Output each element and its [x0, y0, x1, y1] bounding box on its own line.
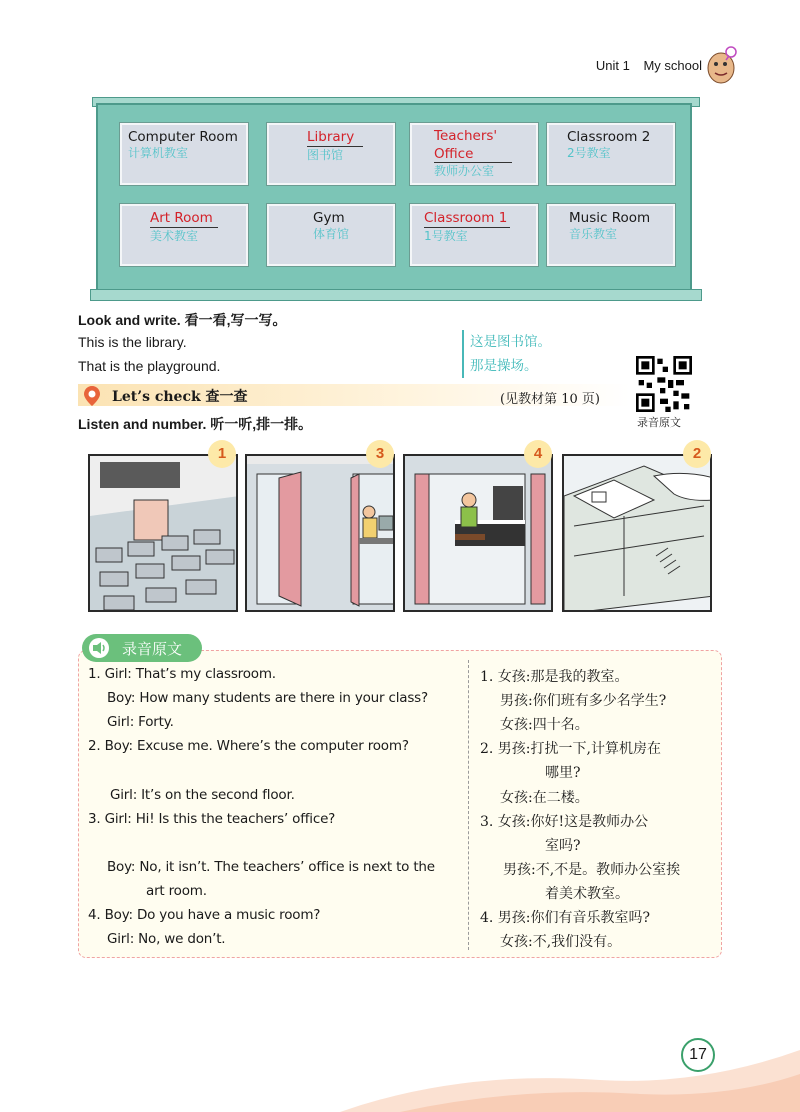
textbook-reference: (见教材第 10 页) — [500, 392, 600, 407]
qr-code-icon[interactable] — [636, 356, 692, 412]
room-card: Computer Room 计算机教室 — [120, 123, 248, 185]
transcript-zh-line: 男孩:你们班有多少名学生? — [500, 693, 667, 709]
column-divider — [468, 660, 469, 950]
transcript-zh-line: 3. 女孩:你好!这是教师办公 — [480, 814, 649, 830]
picture-music-room — [403, 454, 553, 612]
answer-line-1: This is the library. — [78, 334, 187, 350]
transcript-en-line: Boy: How many students are there in your class? — [107, 690, 428, 706]
picture-number: 3 — [366, 440, 394, 468]
location-pin-icon — [80, 384, 104, 408]
transcript-zh-line: 哪里? — [545, 765, 581, 781]
mascot-icon — [704, 44, 738, 88]
page-header — [586, 58, 702, 73]
section-title: Let’s check 查一查 — [112, 389, 248, 405]
translation-note: 这是图书馆。 那是操场。 — [462, 330, 551, 378]
picture-floor-plan — [562, 454, 712, 612]
transcript-en-line: Boy: No, it isn’t. The teachers’ office is next to the — [107, 859, 435, 875]
transcript-zh-line: 1. 女孩:那是我的教室。 — [480, 669, 629, 685]
picture-number: 2 — [683, 440, 711, 468]
transcript-zh-line: 着美术教室。 — [545, 886, 629, 902]
speaker-icon[interactable] — [88, 638, 114, 658]
transcript-zh-line: 2. 男孩:打扰一下,计算机房在 — [480, 741, 661, 757]
transcript-en-line: Girl: Forty. — [107, 714, 174, 730]
transcript-zh-line: 女孩:不,我们没有。 — [500, 934, 622, 950]
transcript-en-line: art room. — [146, 883, 207, 899]
room-card: Classroom 1 1号教室 — [410, 204, 538, 266]
unit-label: Unit 1 — [595, 58, 630, 73]
transcript-en-line: 2. Boy: Excuse me. Where’s the computer room? — [88, 738, 409, 754]
room-board — [92, 97, 700, 303]
transcript-label: 录音原文 — [122, 640, 183, 658]
room-card: Gym 体育馆 — [267, 204, 395, 266]
transcript-zh-line: 女孩:在二楼。 — [500, 790, 589, 806]
room-card: Teachers' Office 教师办公室 — [410, 123, 538, 185]
answer-line-2: That is the playground. — [78, 358, 221, 374]
page-number: 17 — [681, 1038, 715, 1072]
room-card: Library 图书馆 — [267, 123, 395, 185]
room-card: Music Room 音乐教室 — [547, 204, 675, 266]
transcript-zh-line: 室吗? — [545, 838, 581, 854]
picture-classroom — [88, 454, 238, 612]
look-write-instruction: Look and write. 看一看,写一写。 — [78, 312, 287, 328]
transcript-zh-line: 女孩:四十名。 — [500, 717, 589, 733]
listen-instruction: Listen and number. 听一听,排一排。 — [78, 416, 313, 432]
picture-office — [245, 454, 395, 612]
room-card: Art Room 美术教室 — [120, 204, 248, 266]
picture-number: 4 — [524, 440, 552, 468]
picture-number: 1 — [208, 440, 236, 468]
transcript-zh-line: 男孩:不,不是。教师办公室挨 — [503, 862, 681, 878]
transcript-en-line: 3. Girl: Hi! Is this the teachers’ office? — [88, 811, 336, 827]
footer-wave — [340, 1040, 800, 1112]
transcript-en-line: Girl: No, we don’t. — [107, 931, 226, 947]
unit-title: My school — [643, 58, 702, 73]
transcript-en-line: Girl: It’s on the second floor. — [110, 787, 295, 803]
transcript-en-line: 4. Boy: Do you have a music room? — [88, 907, 321, 923]
transcript-zh-line: 4. 男孩:你们有音乐教室吗? — [480, 910, 651, 926]
qr-label: 录音原文 — [637, 417, 681, 429]
transcript-en-line: 1. Girl: That’s my classroom. — [88, 666, 276, 682]
room-card: Classroom 2 2号教室 — [547, 123, 675, 185]
